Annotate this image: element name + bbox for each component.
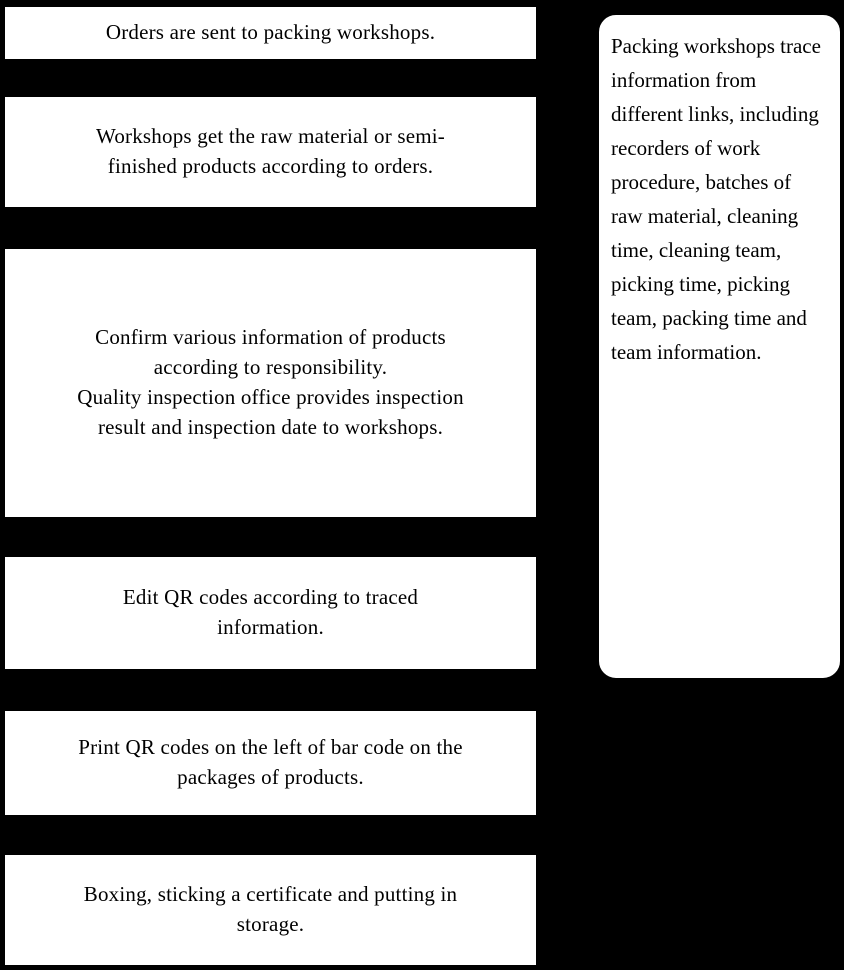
flow-step-2-line-2: finished products according to orders. <box>107 154 434 178</box>
flow-step-4 <box>4 556 537 670</box>
flow-step-3 <box>4 248 537 518</box>
flow-step-2 <box>4 96 537 208</box>
flow-step-4-line-1: Edit QR codes according to traced <box>122 585 419 610</box>
flow-step-1 <box>4 6 537 60</box>
flow-step-5-line-2: packages of products. <box>177 765 364 789</box>
flow-step-3-line-1: Confirm various information of products <box>95 325 446 350</box>
flow-step-6-line-1: Boxing, sticking a certificate and putting in <box>83 882 458 907</box>
flow-step-5-line-1: Print QR codes on the left of bar code on the <box>78 735 463 760</box>
flow-step-6-line-2: storage. <box>236 912 305 936</box>
flow-step-2-line-1: Workshops get the raw material or semi- <box>95 124 445 149</box>
flow-step-4-line-2: information. <box>217 615 324 639</box>
flow-step-6 <box>4 854 537 966</box>
flow-step-3-line-2: according to responsibility. <box>153 355 388 380</box>
flow-step-5 <box>4 710 537 816</box>
side-note-text: Packing workshops trace information from different links, including recorders of work procedure, batches of raw material, cleaning time, cleaning team, picking time, picking team, packing time and team information. <box>611 34 821 365</box>
flow-step-3-line-3: Quality inspection office provides inspection <box>77 385 464 409</box>
side-note-box <box>598 14 841 679</box>
flow-step-1-line-1: Orders are sent to packing workshops. <box>105 20 436 45</box>
flow-step-3-line-4: result and inspection date to workshops. <box>97 414 444 439</box>
